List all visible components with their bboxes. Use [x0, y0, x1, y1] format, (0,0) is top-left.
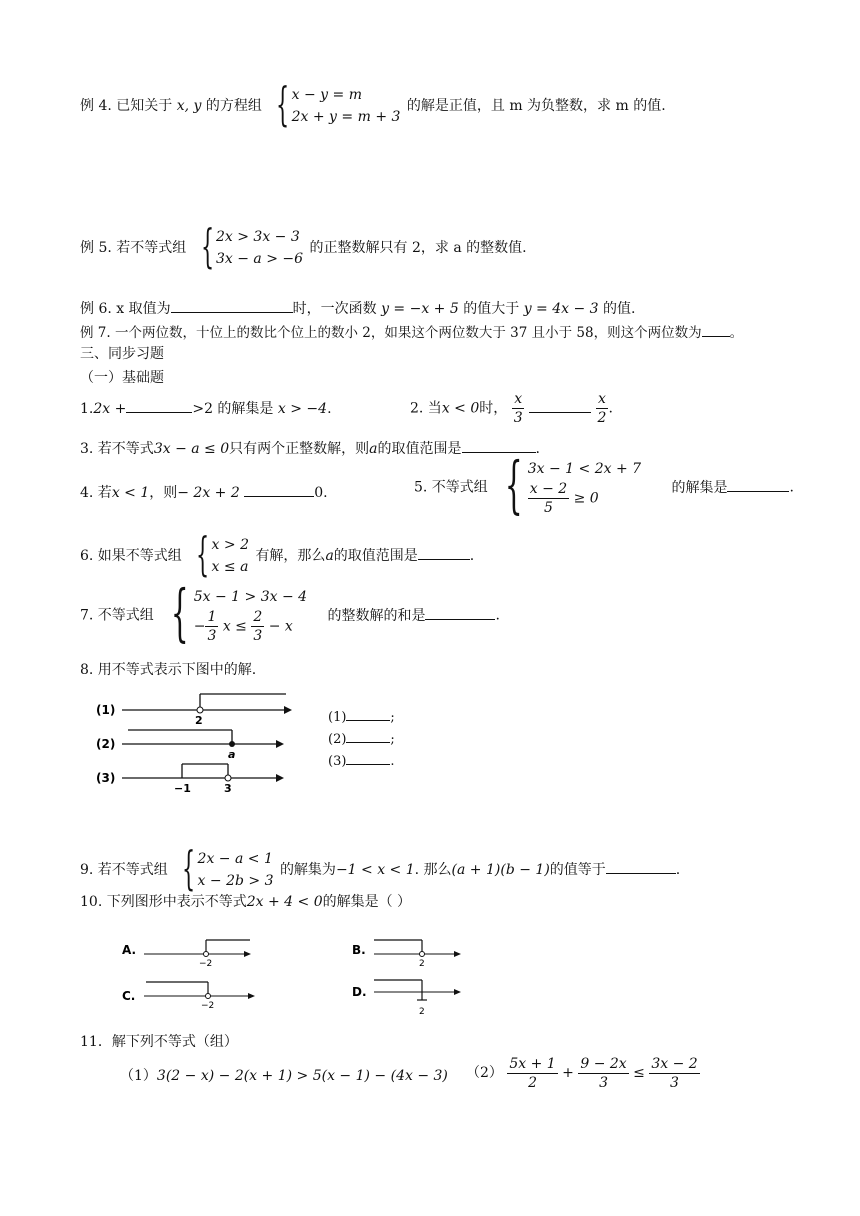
ex6-f1: y = −x + 5 — [381, 301, 459, 317]
q11-f3-num: 3x − 2 — [651, 1055, 698, 1072]
question-9 — [80, 841, 681, 895]
q8-ans-2-label: (2) — [328, 732, 347, 747]
q9-mid3: 的值等于 — [549, 862, 606, 878]
q5-blank[interactable] — [727, 477, 789, 492]
q2-frac-b — [596, 390, 609, 427]
q3-expr: 3x − a ≤ 0 — [153, 441, 230, 457]
q3-var: a — [369, 441, 378, 457]
q5-end: . — [789, 479, 794, 496]
q10-d-tick: 2 — [419, 1007, 425, 1017]
q2-cond: x < 0 — [441, 400, 480, 417]
q9-cond: −1 < x < 1 — [335, 862, 415, 878]
q4-prefix: 4. 若 — [80, 485, 112, 501]
q2-fa-num: x — [514, 391, 523, 407]
q4-cond: x < 1 — [111, 485, 150, 501]
ex4-system — [268, 77, 401, 131]
solid-dot-icon — [229, 741, 235, 747]
q7-f1-den: 3 — [207, 628, 217, 644]
subsection-title: （一）基础题 — [80, 370, 164, 386]
q1-blank[interactable] — [126, 398, 192, 413]
q7-frac-2 — [251, 608, 264, 645]
q5-eq2-rest: ≥ 0 — [573, 490, 599, 507]
ex6-mid2: 的值大于 — [463, 301, 520, 317]
ex6-prefix: 例 6. x 取值为 — [80, 301, 171, 317]
q5-system — [494, 448, 642, 521]
arrow-icon — [276, 774, 284, 782]
q11-frac-1 — [507, 1055, 557, 1092]
question-3 — [80, 438, 540, 459]
open-dot-icon — [420, 952, 425, 957]
q7-frac-1 — [205, 608, 218, 645]
q8-number-lines — [92, 684, 298, 796]
ex5-eq1: 2x > 3x − 3 — [216, 229, 300, 245]
ex4-mid: 的方程组 — [205, 98, 262, 114]
q11-f2-den: 3 — [599, 1074, 608, 1091]
q5-eq1: 3x − 1 < 2x + 7 — [527, 461, 642, 477]
q8-tick-2: 2 — [195, 714, 203, 727]
q7-f2-num: 2 — [253, 609, 263, 625]
q11-le: ≤ — [633, 1065, 645, 1081]
question-10 — [80, 892, 411, 912]
q8-blank-2[interactable] — [346, 728, 390, 743]
ex6-mid: 时，一次函数 — [292, 301, 377, 317]
ex4-eq2: 2x + y = m + 3 — [291, 109, 401, 125]
q11-p1: （1） — [120, 1068, 157, 1084]
q8-ans-3-label: (3) — [328, 754, 347, 769]
question-4 — [80, 482, 328, 503]
q7-suffix: 的整数解的和是 — [327, 607, 426, 624]
q9-blank[interactable] — [606, 859, 676, 874]
brace-icon: { — [200, 219, 214, 273]
q7-system — [160, 576, 308, 649]
q7-end: . — [495, 607, 500, 624]
q5-suffix: 的解集是 — [671, 479, 728, 496]
open-dot-icon — [204, 952, 209, 957]
ex7-blank[interactable] — [702, 322, 730, 337]
ex6-f2: y = 4x − 3 — [523, 301, 599, 317]
q8-label-3: (3) — [96, 771, 116, 785]
q7-eq1: 5x − 1 > 3x − 4 — [193, 589, 308, 605]
q10-option-a[interactable] — [122, 940, 251, 969]
q3-prefix: 3. 若不等式 — [80, 441, 154, 457]
q4-expr: − 2x + 2 — [177, 485, 240, 501]
q10-d-label: D. — [352, 985, 367, 999]
q7-f2-den: 3 — [253, 628, 263, 644]
q11-f2-num: 9 − 2x — [580, 1055, 627, 1072]
q10-suffix: 的解集是（ ） — [322, 894, 412, 910]
ex5-system — [193, 219, 304, 273]
q7-neg: − — [193, 618, 206, 635]
q4-suffix: 0. — [314, 485, 328, 501]
q2-fa-den: 3 — [513, 410, 523, 426]
ex4-eq1: x − y = m — [291, 87, 362, 103]
q8-label-1: (1) — [96, 703, 116, 717]
q11-f3-den: 3 — [670, 1074, 679, 1091]
q1-suffix: . — [327, 401, 332, 417]
q4-blank[interactable] — [244, 482, 314, 497]
q6-mid: 有解，那么 — [255, 548, 326, 564]
q8-tick-3: 3 — [224, 782, 232, 795]
q6-eq2: x ≤ a — [211, 559, 249, 575]
q2-mid: 时， — [479, 400, 508, 417]
q11-title: 11．解下列不等式（组） — [80, 1034, 238, 1050]
q8-blank-3[interactable] — [346, 750, 390, 765]
q11-f1-den: 2 — [528, 1074, 537, 1091]
q8-title: 8. 用不等式表示下图中的解. — [80, 662, 257, 678]
ex4-vars: x, y — [176, 98, 202, 114]
q9-expr: (a + 1)(b − 1) — [451, 862, 550, 878]
brace-icon: { — [196, 527, 210, 581]
ex5-suffix: 的正整数解只有 2，求 a 的整数值. — [309, 240, 527, 256]
q10-c-tick: −2 — [201, 1001, 215, 1011]
example-4 — [80, 77, 666, 131]
q11-frac-2 — [578, 1055, 628, 1092]
q5-f-num: x − 2 — [529, 481, 568, 497]
brace-icon: { — [171, 576, 189, 649]
q9-mid2: . 那么 — [414, 862, 452, 878]
q7-prefix: 7. 不等式组 — [80, 607, 154, 624]
brace-icon: { — [505, 448, 523, 521]
question-6 — [80, 527, 475, 581]
q11-frac-3 — [649, 1055, 699, 1092]
question-2 — [410, 390, 613, 427]
q6-system — [188, 527, 249, 581]
arrow-icon — [244, 951, 251, 957]
q2-prefix: 2. 当 — [410, 400, 442, 417]
q7-mid-x: x ≤ — [222, 618, 247, 635]
q6-mid2: 的取值范围是 — [333, 548, 418, 564]
q8-ans-2-end: ; — [390, 732, 395, 747]
q6-prefix: 6. 如果不等式组 — [80, 548, 182, 564]
question-5 — [414, 448, 794, 521]
q5-f-den: 5 — [543, 500, 553, 516]
q6-blank[interactable] — [418, 545, 470, 560]
arrow-icon — [276, 740, 284, 748]
q8-answer-1 — [328, 706, 395, 728]
q3-mid: 只有两个正整数解，则 — [229, 441, 370, 457]
ex7-suffix: 。 — [729, 325, 744, 341]
q3-suffix: . — [535, 441, 540, 457]
q2-fb-num: x — [598, 391, 606, 407]
ex5-prefix: 例 5. 若不等式组 — [80, 240, 187, 256]
q7-blank[interactable] — [425, 605, 495, 620]
q8-blank-1[interactable] — [346, 706, 390, 721]
q11-plus: + — [562, 1065, 574, 1081]
brace-icon: { — [276, 77, 290, 131]
ex4-suffix: 的解是正值，且 m 为负整数，求 m 的值. — [406, 98, 666, 114]
q4-mid: ，则 — [149, 485, 178, 501]
arrow-icon — [454, 989, 461, 995]
q11-part-1 — [120, 1058, 448, 1094]
open-dot-icon — [206, 994, 211, 999]
q2-fb-den: 2 — [597, 410, 607, 426]
example-5 — [80, 219, 527, 273]
q10-options — [120, 930, 480, 1026]
q10-option-c[interactable] — [122, 982, 255, 1011]
q9-system — [174, 841, 274, 895]
q9-eq2: x − 2b > 3 — [197, 873, 274, 889]
question-7 — [80, 576, 500, 649]
q10-option-d[interactable] — [352, 980, 461, 1017]
q8-tick-a: a — [228, 748, 236, 761]
q10-a-label: A. — [122, 943, 137, 957]
q10-a-tick: −2 — [199, 959, 213, 969]
open-dot-icon — [197, 707, 203, 713]
arrow-icon — [454, 951, 461, 957]
arrow-icon — [284, 706, 292, 714]
q8-ans-3-end: . — [390, 754, 395, 769]
q11-part-2 — [466, 1052, 700, 1094]
q3-blank[interactable] — [462, 438, 536, 453]
q7-tail: − x — [268, 618, 293, 635]
q3-mid2: 的取值范围是 — [377, 441, 462, 457]
q9-mid: 的解集为 — [279, 862, 336, 878]
q10-text: 10. 下列图形中表示不等式 — [80, 894, 247, 910]
q8-ans-1-label: (1) — [328, 710, 347, 725]
q2-frac-a — [512, 390, 525, 427]
q6-eq1: x > 2 — [211, 537, 249, 553]
q1-mid: >2 的解集是 — [192, 401, 274, 417]
q8-ans-1-end: ; — [390, 710, 395, 725]
q10-expr: 2x + 4 < 0 — [246, 894, 323, 910]
q10-b-label: B. — [352, 943, 366, 957]
q6-suffix: . — [469, 548, 475, 564]
q5-prefix: 5. 不等式组 — [414, 479, 488, 496]
q8-label-2: (2) — [96, 737, 116, 751]
q7-f1-num: 1 — [207, 609, 217, 625]
q8-answer-2 — [328, 728, 395, 750]
question-1 — [80, 398, 332, 419]
q1-expr: 2x + — [93, 401, 127, 417]
q10-c-label: C. — [122, 989, 136, 1003]
q1-cond: x > −4 — [277, 401, 328, 417]
example-6 — [80, 298, 635, 319]
section-title: 三、同步习题 — [80, 346, 164, 362]
q2-blank[interactable] — [529, 398, 591, 413]
q9-eq1: 2x − a < 1 — [197, 851, 273, 867]
example-7 — [80, 322, 743, 343]
q11-f1-num: 5x + 1 — [509, 1055, 556, 1072]
ex4-prefix: 例 4. 已知关于 — [80, 98, 173, 114]
q9-suffix: . — [675, 862, 681, 878]
q11-p2: （2） — [466, 1065, 503, 1081]
q10-option-b[interactable] — [352, 940, 461, 969]
q9-prefix: 9. 若不等式组 — [80, 862, 168, 878]
q8-answer-3 — [328, 750, 395, 772]
ex6-suffix: 的值. — [603, 301, 636, 317]
q11-e1: 3(2 − x) − 2(x + 1) > 5(x − 1) − (4x − 3) — [156, 1068, 448, 1084]
q2-suffix: . — [608, 400, 613, 417]
q10-b-tick: 2 — [419, 959, 425, 969]
q5-frac — [528, 480, 569, 517]
arrow-icon — [248, 993, 255, 999]
q1-prefix: 1. — [80, 401, 94, 417]
ex5-eq2: 3x − a > −6 — [216, 251, 304, 267]
ex7-text: 例 7. 一个两位数，十位上的数比个位上的数小 2，如果这个两位数大于 37 且小于 58，则这个两位数为 — [80, 325, 702, 341]
brace-icon: { — [182, 841, 196, 895]
q6-var: a — [325, 548, 334, 564]
open-dot-icon — [225, 775, 231, 781]
q8-tick-neg1: −1 — [174, 782, 191, 795]
ex6-blank[interactable] — [171, 298, 293, 313]
